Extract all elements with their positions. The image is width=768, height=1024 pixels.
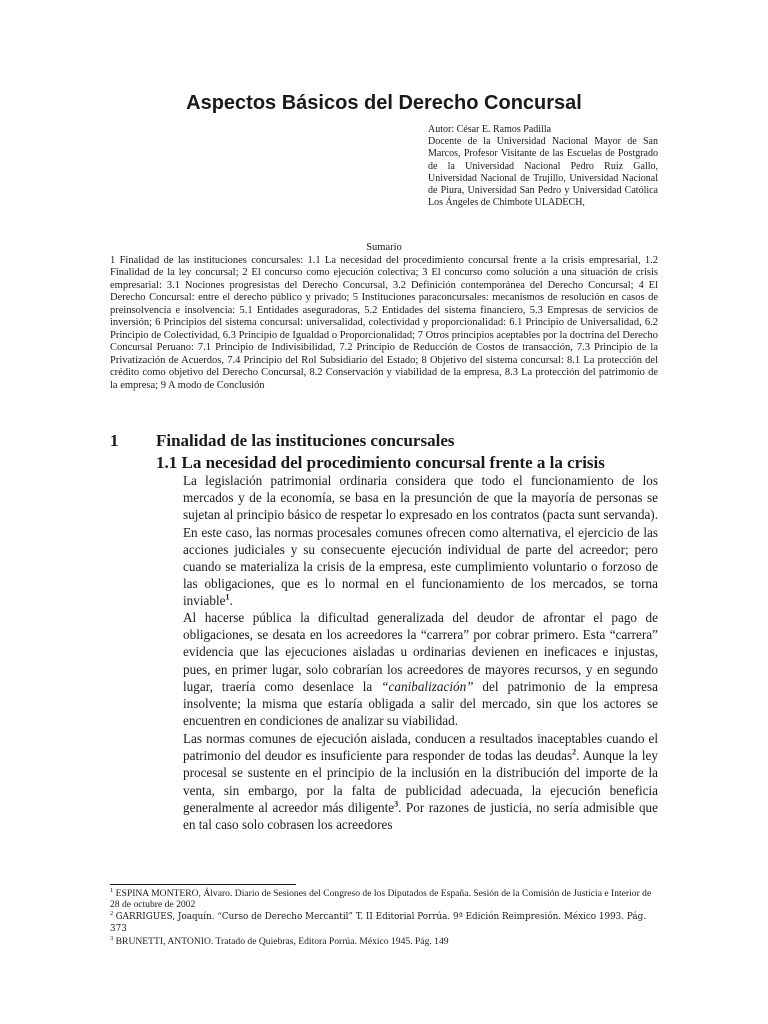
- paragraph-text: Las normas comunes de ejecución aislada, conducen a resultados inaceptables cuando el patrimonio del deudor es insuficiente para responder de todas las deudas: [183, 731, 658, 764]
- paragraph-text: . Por razones de justicia, no sería admisible que en tal caso solo cobrasen los acreedores: [183, 799, 658, 833]
- author-name: Autor: César E. Ramos Padilla: [428, 124, 552, 135]
- body-paragraph: [183, 472, 658, 610]
- footnotes: [110, 888, 658, 947]
- paragraph-end: .: [229, 593, 233, 609]
- footnote-ref[interactable]: 3: [394, 799, 399, 809]
- document-title: Aspectos Básicos del Derecho Concursal: [186, 92, 582, 114]
- subsection-title: 1.1 La necesidad del procedimiento concursal frente a la crisis: [156, 453, 605, 472]
- paragraph-text: La legislación patrimonial ordinaria considera que todo el funcionamiento de los mercados y de la economía, se basa en la presunción de que la mayoría de personas se sujetan al principio básico de respetar lo expresado en los contratos (pacta sunt servanda). En este caso, las normas procesales comunes ofrecen como alternativa, el ejercicio de las acciones judiciales y su consecuente ejecución individual de parte del acreedor; pero cuando se materializa la crisis de la empresa, este cumplimiento voluntario o forzoso de las obligaciones, que es lo normal en el funcionamiento de los mercados, se torna inviable: [183, 473, 658, 609]
- summary-heading: Sumario: [366, 242, 402, 253]
- footnote-1: [110, 888, 658, 911]
- footnote-text: BRUNETTI, ANTONIO. Tratado de Quiebras, Editora Porrúa. México 1945. Pág. 149: [115, 935, 449, 947]
- footnote-ref[interactable]: 2: [572, 747, 577, 757]
- summary-text: 1 Finalidad de las instituciones concursales: 1.1 La necesidad del procedimiento concursal frente a la crisis empresarial, 1.2 Finalidad de la ley concursal; 2 El concurso como ejecución colectiva; 3 El concurso como solución a una situación de crisis empresarial: 3.1 Nociones progresistas del Derecho Concursal, 3.2 Definición contemporánea del Derecho Concursal; 4 El Derecho Concursal: entre el derecho público y privado; 5 Instituciones paraconcursales: mecanismos de resolución en casos de preinsolvencia e insolvencia: 5.1 Entidades aseguradoras, 5.2 Entidades del sistema financiero, 5.3 Empresas de servicios de inversión; 6 Principios del sistema concursal: universalidad, colectividad y proporcionalidad: 6.1 Principio de Universalidad, 6.2 Principio de Colectividad, 6.3 Principio de Igualdad o Proporcionalidad; 7 Otros principios aceptables por la doctrina del Derecho Concursal Peruano: 7.1 Principio de Indivisibilidad, 7.2 Principio de Reducción de Costos de transacción, 7.3 Principio de la Privatización de Acuerdos, 7.4 Principio del Rol Subsidiario del Estado; 8 Objetivo del sistema concursal: 8.1 La protección del crédito como objetivo del Derecho Concursal, 8.2 Conservación y viabilidad de la empresa, 8.3 La protección del patrimonio de la empresa; 9 A modo de Conclusión: [110, 255, 658, 391]
- author-affiliation: Docente de la Universidad Nacional Mayor de San Marcos, Profesor Visitante de las Escuelas de Postgrado de la Universidad Nacional Pedro Ruiz Gallo, Universidad Nacional de Trujillo, Universidad Nacional de Piura, Universidad San Pedro y Universidad Católica Los Ángeles de Chimbote ULADECH,: [428, 136, 658, 209]
- section-title: Finalidad de las instituciones concursales: [156, 431, 455, 450]
- paragraph-text: Al hacerse pública la dificultad generalizada del deudor de afrontar el pago de obligaciones, se desata en los acreedores la “carrera” por cobrar primero. Esta “carrera” evidencia que las ejecuciones aisladas u ordinarias devienen en ineficaces e injustas, pues, en primer lugar, solo cobrarían los acreedores de mayores recursos, y en segundo lugar, traería como desenlace la: [183, 610, 658, 694]
- section-number: 1: [110, 431, 119, 450]
- body-paragraph: [183, 730, 658, 833]
- footnote-3: [110, 936, 658, 947]
- footnote-text: ESPINA MONTERO, Álvaro. Diario de Sesiones del Congreso de los Diputados de España. Sesión de la Comisión de Justicia e Interior de 28 de octubre de 2002: [110, 888, 652, 911]
- footnote-divider: [110, 884, 296, 885]
- paragraph-text: . Aunque la ley procesal se sustente en el principio de la inclusión en la distribución del importe de la venta, sin embargo, por la falta de publicidad adecuada, la ejecución beneficia generalmente al acreedor más diligente: [183, 748, 658, 815]
- footnote-number: 1: [110, 886, 114, 894]
- footnote-number: 2: [110, 909, 114, 917]
- footnote-ref[interactable]: 1: [225, 593, 230, 603]
- paragraph-text: del patrimonio de la empresa insolvente; la misma que estaría obligada a salir del mercado, sin que los actores se encuentren en condiciones de analizar su viabilidad.: [183, 678, 658, 729]
- body-paragraph: [183, 609, 658, 729]
- footnote-2: [110, 911, 658, 936]
- author-block: [428, 124, 658, 209]
- footnote-number: 3: [110, 934, 114, 942]
- emphasis-term: “canibalización”: [381, 678, 474, 694]
- footnote-text: GARRIGUES, Joaquín. “Curso de Derecho Mercantil” T. II Editorial Porrúa. 9ª Edición Reimpresión. México 1993. Pág. 373: [110, 911, 647, 935]
